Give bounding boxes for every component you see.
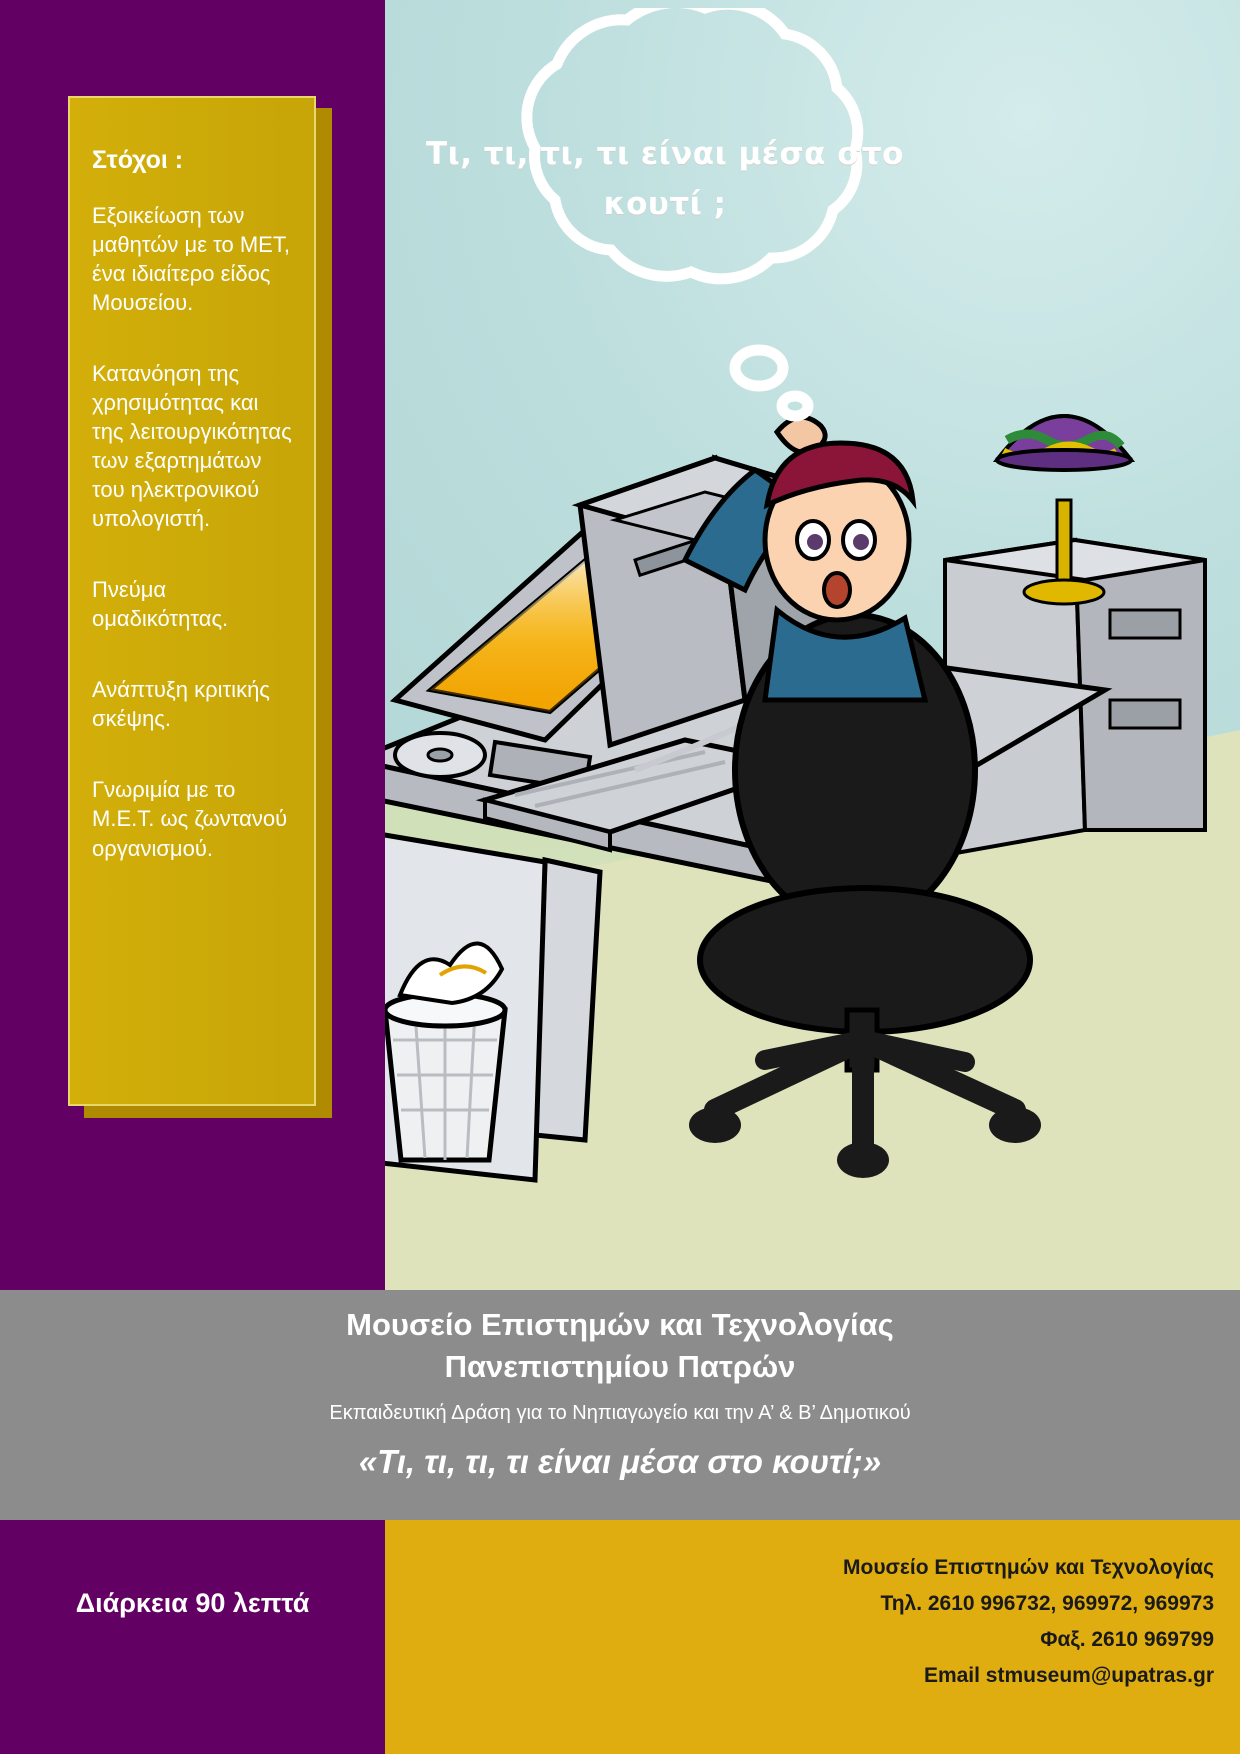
thought-bubble	[415, 8, 915, 428]
objectives-box	[68, 96, 316, 1106]
title-banner	[0, 1290, 1240, 1520]
objective-item: Κατανόηση της χρησιμότητας και της λειτουργικότητας των εξαρτημάτων του ηλεκτρονικού υπολογιστή.	[92, 361, 292, 532]
contact-line: Φαξ. 2610 969799	[1040, 1628, 1214, 1652]
cd-disc-icon	[395, 733, 485, 777]
thought-bubble-text: Τι, τι, τι, τι είναι μέσα στο κουτί ;	[426, 136, 904, 222]
duration-label: Διάρκεια 90 λεπτά	[75, 1588, 310, 1618]
objective-item: Γνωριμία με το Μ.Ε.Τ. ως ζωντανού οργανισμού.	[92, 777, 288, 861]
contact-block	[843, 1550, 1214, 1694]
museum-name-line1: Μουσείο Επιστημών και Τεχνολογίας	[346, 1307, 894, 1342]
contact-line: Μουσείο Επιστημών και Τεχνολογίας	[843, 1556, 1214, 1579]
footer-purple-panel	[0, 1520, 385, 1754]
banner-subtitle: Εκπαιδευτική Δράση για το Νηπιαγωγείο και την Α’ & Β’ Δημοτικού	[329, 1401, 911, 1424]
museum-name-line2: Πανεπιστημίου Πατρών	[444, 1348, 796, 1384]
footer-region	[0, 1520, 1240, 1754]
banner-quote: «Τι, τι, τι, τι είναι μέσα στο κουτί;»	[358, 1442, 882, 1480]
objective-item: Εξοικείωση των μαθητών με το ΜΕΤ, ένα ιδιαίτερο είδος Μουσείου.	[92, 203, 290, 316]
objective-item: Πνεύμα ομαδικότητας.	[92, 577, 229, 632]
objective-item: Ανάπτυξη κριτικής σκέψης.	[92, 677, 270, 732]
illustration-panel	[385, 0, 1240, 1290]
objectives-title: Στόχοι :	[92, 146, 184, 174]
contact-line: Email stmuseum@upatras.gr	[923, 1664, 1214, 1688]
contact-line: Τηλ. 2610 996732, 969972, 969973	[880, 1592, 1214, 1616]
